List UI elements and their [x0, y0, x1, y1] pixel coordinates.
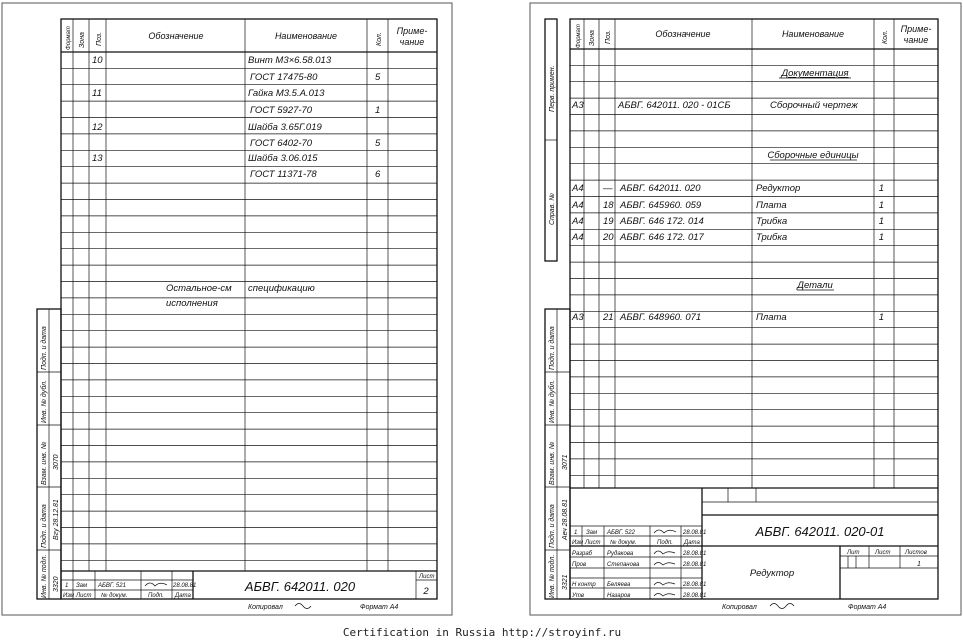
- right-stamp-izm-val: 1: [574, 530, 578, 536]
- right-row-pos: 20: [603, 232, 614, 243]
- right-section-assemblies: Сборочные единицы: [767, 150, 859, 161]
- right-sheet: [545, 19, 938, 599]
- right-header-name: Наименование: [781, 29, 845, 39]
- left-stamp-zone-val: 1: [65, 583, 69, 589]
- left-stamp-sheet-val: 2: [423, 586, 429, 597]
- right-side-podp-data-top: Подп. и дата: [549, 326, 556, 370]
- right-copied-signature: [770, 604, 794, 609]
- right-row-qty: 1: [878, 312, 884, 323]
- right-header-note1: Приме-: [900, 24, 932, 34]
- right-row-pos: 18: [603, 200, 614, 211]
- right-row-pos: 21: [603, 312, 614, 323]
- left-side-vzam-val: 3070: [53, 454, 60, 470]
- right-row-name: Трибка: [756, 232, 788, 243]
- left-side-vzam-inv: Взам. инв. №: [41, 441, 48, 485]
- left-header-pos: Поз.: [96, 31, 103, 46]
- left-stamp-data: Дата: [175, 593, 191, 599]
- left-side-podp-val: Вгу 28.12.81: [53, 499, 60, 540]
- right-stamp-prov: Пров: [572, 562, 587, 568]
- right-row-format: А3: [572, 100, 584, 111]
- left-row-qty: 1: [375, 105, 381, 116]
- left-row-qty: 6: [375, 169, 381, 180]
- right-stamp-designation: АБВГ. 642011. 020-01: [755, 524, 885, 539]
- left-stamp-signature: [145, 583, 167, 586]
- right-side-inv-podl: Инв. № подл.: [549, 554, 556, 598]
- right-row-designation: АБВГ. 642011. 020: [620, 183, 701, 194]
- right-section-details: Детали: [797, 280, 833, 291]
- right-row-qty: 1: [878, 232, 884, 243]
- right-row-format: А4: [572, 216, 584, 227]
- right-stamp-utv: Утв: [572, 593, 584, 599]
- left-row-name: Шайба 3.06.015: [248, 153, 318, 164]
- right-stamp-date-val: 28.08.81: [683, 530, 707, 536]
- left-side-podp-data-top: Подп. и дата: [41, 326, 48, 370]
- right-stamp-sheets-val: 1: [917, 561, 921, 568]
- right-row-designation: АБВГ. 646 172. 017: [620, 232, 704, 243]
- right-row-pos: 19: [603, 216, 614, 227]
- left-row-name: Винт М3×6.58.013: [248, 55, 332, 66]
- left-stamp-ndoc: № докум.: [101, 593, 128, 599]
- right-row-name: Плата: [756, 312, 787, 323]
- right-row-qty: 1: [878, 183, 884, 194]
- left-row-name: ГОСТ 6402-70: [250, 138, 313, 149]
- right-header-format: Формат: [576, 24, 582, 48]
- left-format-label: Формат А4: [360, 604, 399, 611]
- right-side-inv-dubl: Инв. № дубл.: [549, 379, 556, 423]
- left-row-pos: 10: [92, 55, 103, 66]
- right-row-name: Плата: [756, 200, 787, 211]
- left-row-name: ГОСТ 5927-70: [250, 105, 313, 116]
- right-stamp-nkontr: Н контр: [572, 582, 596, 588]
- right-header-designation: Обозначение: [655, 29, 711, 39]
- left-data-rows: [92, 55, 381, 309]
- right-row-qty: 1: [878, 216, 884, 227]
- left-table-border: [61, 19, 437, 599]
- left-stamp-izm: Изм: [63, 593, 75, 599]
- right-stamp-nkontr-date: 28.08.81: [683, 582, 707, 588]
- right-stamp-doc-val: АБВГ. 522: [607, 530, 635, 536]
- right-stamp-sheet: Лист: [875, 550, 891, 556]
- right-row-designation: АБВГ. 648960. 071: [620, 312, 702, 323]
- left-remark-b: спецификацию: [248, 283, 315, 294]
- right-stamp-razrab-date: 28.08.81: [683, 551, 707, 557]
- right-stamp-zam: Зам: [586, 530, 598, 536]
- left-copied-label: Копировал: [248, 604, 283, 611]
- right-side-podp-data: Подп. и дата: [549, 504, 556, 548]
- left-stamp-designation: АБВГ. 642011. 020: [244, 579, 356, 594]
- left-row-name: Шайба 3.65Г.019: [248, 122, 322, 133]
- left-header-note2: чание: [399, 37, 425, 47]
- left-row-name: ГОСТ 17475-80: [250, 72, 318, 83]
- right-row-designation: АБВГ. 646 172. 014: [620, 216, 704, 227]
- right-stamp-utv-signature: [654, 594, 675, 597]
- right-side-sprav: Справ. №: [549, 193, 556, 225]
- left-row-name: ГОСТ 11371-78: [250, 169, 317, 180]
- left-stamp-sheet-lbl: Лист: [419, 574, 435, 580]
- right-stamp-data: Дата: [684, 540, 700, 546]
- left-header-qty: Кол.: [376, 32, 383, 46]
- left-side-podp-data: Подп. и дата: [41, 504, 48, 548]
- right-stamp-signature: [654, 530, 676, 533]
- left-row-name: Гайка М3.5.А.013: [248, 88, 325, 99]
- right-row-format: А3: [572, 312, 584, 323]
- right-sheet-frame: [530, 3, 961, 615]
- right-side-vzam-val: 3071: [562, 454, 569, 470]
- right-row-designation: АБВГ. 645960. 059: [620, 200, 702, 211]
- left-header-format: Формат: [66, 26, 72, 50]
- left-sheet-frame: [2, 3, 452, 615]
- right-row-qty: 1: [878, 200, 884, 211]
- left-stamp-date-val: 28.08.81: [173, 583, 197, 589]
- right-header-qty: Кол.: [882, 30, 889, 44]
- right-format-label: Формат А4: [848, 604, 887, 611]
- left-row-pos: 12: [92, 122, 103, 133]
- right-row-format: А4: [572, 232, 584, 243]
- right-stamp-utv-name: Назаров: [607, 593, 631, 599]
- left-header-designation: Обозначение: [148, 31, 204, 41]
- left-stamp-list: Лист: [76, 593, 92, 599]
- right-row-format: А4: [572, 183, 584, 194]
- right-stamp-title: Редуктор: [749, 568, 795, 579]
- right-stamp-nkontr-name: Беляева: [607, 582, 631, 588]
- right-header-zone: Зона: [589, 30, 596, 46]
- right-row-name: Редуктор: [756, 183, 801, 194]
- left-copied-signature: [295, 604, 311, 609]
- left-row-qty: 5: [375, 138, 381, 149]
- right-stamp-izm: Изм: [572, 540, 584, 546]
- right-stamp-nkontr-signature: [654, 583, 675, 586]
- right-stamp-prov-date: 28.08.81: [683, 562, 707, 568]
- left-remark-a: Остальное-см: [166, 283, 232, 294]
- right-stamp-razrab: Разраб: [572, 551, 593, 557]
- right-side-podp-val: Аеч 28.08.81: [562, 499, 569, 540]
- left-row-pos: 11: [92, 88, 102, 99]
- right-side-vzam-inv: Взам. инв. №: [549, 441, 556, 485]
- left-remark-c: исполнения: [166, 298, 218, 309]
- right-copied-label: Копировал: [722, 604, 757, 611]
- left-row-qty: 5: [375, 72, 381, 83]
- left-row-pos: 13: [92, 153, 103, 164]
- right-stamp-sheets: Листов: [905, 550, 927, 556]
- right-stamp-prov-signature: [654, 563, 675, 566]
- left-header-zone: Зона: [79, 32, 86, 48]
- left-header-note1: Приме-: [396, 26, 428, 36]
- right-row-format: А4: [572, 200, 584, 211]
- left-side-inv-podl: Инв. № подл.: [41, 554, 48, 598]
- right-header-pos: Поз.: [605, 29, 612, 44]
- right-stamp-podp: Подп.: [657, 540, 673, 546]
- right-data-rows: [571, 100, 884, 323]
- right-row-pos: —: [603, 183, 613, 194]
- right-stamp-razrab-name: Рудакова: [607, 551, 634, 557]
- footer-caption: Certification in Russia http://stroyinf.ru: [342, 626, 622, 639]
- right-section-documentation: Документация: [781, 68, 849, 79]
- left-side-inv-dubl: Инв. № дубл.: [41, 379, 48, 423]
- left-stamp-izm-lbl: Зам: [76, 583, 88, 589]
- right-row-name: Сборочный чертеж: [770, 100, 858, 111]
- right-stamp-lit: Лит: [847, 550, 860, 556]
- right-stamp-list: Лист: [585, 540, 601, 546]
- right-row-designation: АБВГ. 642011. 020 - 01СБ: [618, 100, 731, 111]
- right-header-note2: чание: [903, 35, 929, 45]
- right-side-inv-podl-val: 3321: [562, 574, 569, 590]
- left-header-name: Наименование: [274, 31, 338, 41]
- left-stamp-doc-val: АБВГ. 521: [98, 583, 126, 589]
- right-stamp-utv-date: 28.08.81: [683, 593, 707, 599]
- right-stamp-razrab-signature: [654, 551, 675, 554]
- right-row-name: Трибка: [756, 216, 788, 227]
- left-side-inv-podl-val: 3320: [53, 576, 60, 592]
- right-stamp-prov-name: Степанова: [607, 562, 640, 568]
- right-side-perv-primen: Перв. примен.: [549, 65, 556, 112]
- left-stamp-podp: Подп.: [148, 593, 164, 599]
- right-stamp-ndoc: № докум.: [610, 540, 637, 546]
